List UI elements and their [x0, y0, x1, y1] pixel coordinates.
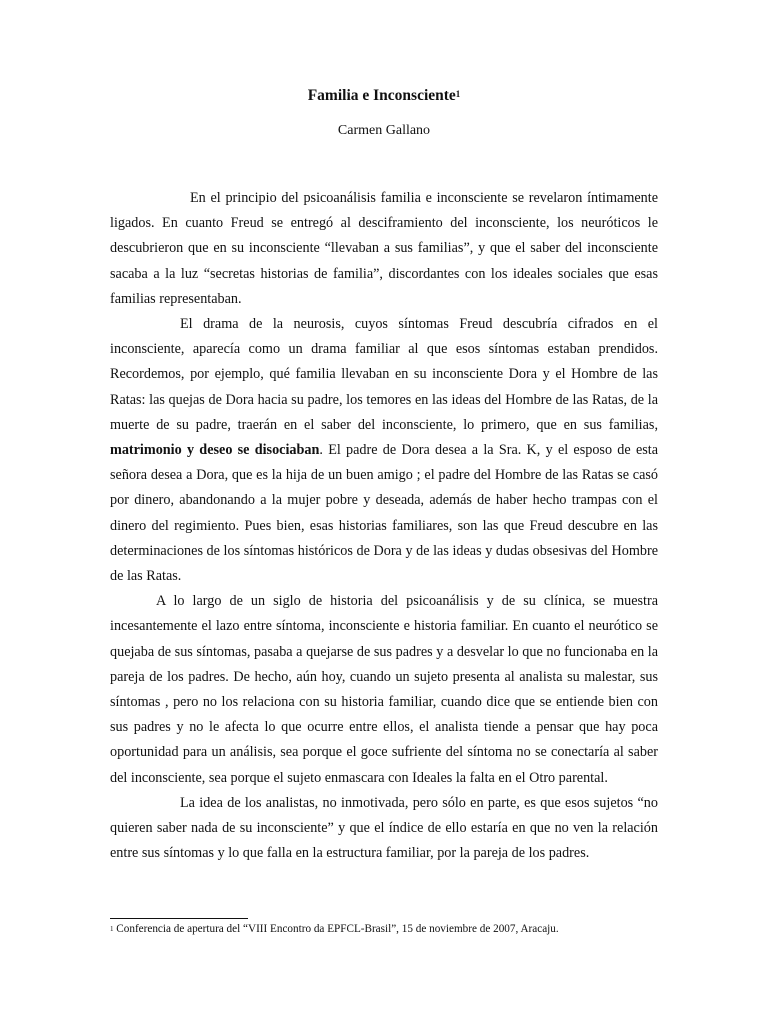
document-body [110, 186, 658, 866]
title-text: Familia e Inconsciente [307, 87, 456, 104]
text-run: A lo largo de un siglo de historia del psicoanálisis y de su clínica, se muestra incesantemente el lazo entre síntoma, inconsciente e historia familiar. En cuanto el neurótico se quejaba de sus síntomas, pasaba a quejarse de sus padres y a desvelar lo que no funcionaba en la pareja de los padres. De hecho, aún hoy, cuando un sujeto presenta al analista su malestar, sus síntomas , pero no los relaciona con su historia familiar, cuando dice que se entiende bien con sus padres y no le afecta lo que ocurre entre ellos, el analista tiende a pensar que hay poca oportunidad para un análisis, sea porque el goce sufriente del síntoma no se conectaría al saber del inconsciente, sea porque el sujeto enmascara con Ideales la falta en el Otro parental. [110, 593, 658, 786]
footnote-mark: 1 [110, 925, 114, 933]
author-name: Carmen Gallano [337, 123, 431, 138]
paragraph-3 [110, 589, 658, 791]
document-title [0, 86, 768, 106]
paragraph-4 [110, 791, 658, 867]
text-run: En el principio del psicoanálisis familia e inconsciente se revelaron íntimamente ligados. En cuanto Freud se entregó al desciframiento del inconsciente, los neuróticos le descubrieron que en su inconsciente “llevaban a sus familias”, y que el saber del inconsciente sacaba a la luz “secretas historias de familia”, discordantes con los ideales sociales que esas familias representaban. [110, 190, 658, 307]
text-run: La idea de los analistas, no inmotivada, pero sólo en parte, es que esos sujetos “no quieren saber nada de su inconsciente” y que el índice de ello estaría en que no ven la relación entre sus síntomas y lo que falla en la estructura familiar, por la pareja de los padres. [110, 794, 658, 862]
footnote-text: Conferencia de apertura del “VIII Encontro da EPFCL-Brasil”, 15 de noviembre de 2007, Aracaju. [113, 923, 559, 935]
emphasized-phrase: matrimonio y deseo se disociaban [110, 442, 320, 459]
paragraph-1 [110, 186, 658, 312]
title-footnote-mark[interactable]: 1 [455, 89, 461, 99]
footnote-divider [110, 918, 248, 919]
text-run: El drama de la neurosis, cuyos síntomas Freud descubría cifrados en el inconsciente, aparecía como un drama familiar al que esos síntomas estaban prendidos. Recordemos, por ejemplo, qué familia llevaban en su inconsciente Dora y el Hombre de las Ratas: las quejas de Dora hacia su padre, los temores en las ideas del Hombre de las Ratas, de la muerte de su padre, traerán en el saber del inconsciente, lo primero, que en sus familias, [110, 316, 658, 433]
paragraph-2 [110, 312, 658, 589]
footnote [110, 922, 670, 936]
text-run: . El padre de Dora desea a la Sra. K, y el esposo de esta señora desea a Dora, que es la hija de un buen amigo ; el padre del Hombre de las Ratas se casó por dinero, abandonando a la mujer pobre y deseada, además de haber hecho trampas con el dinero del regimiento. Pues bien, esas historias familiares, son las que Freud descubre en las determinaciones de los síntomas históricos de Dora y de las ideas y dudas obsesivas del Hombre de las Ratas. [110, 442, 658, 585]
